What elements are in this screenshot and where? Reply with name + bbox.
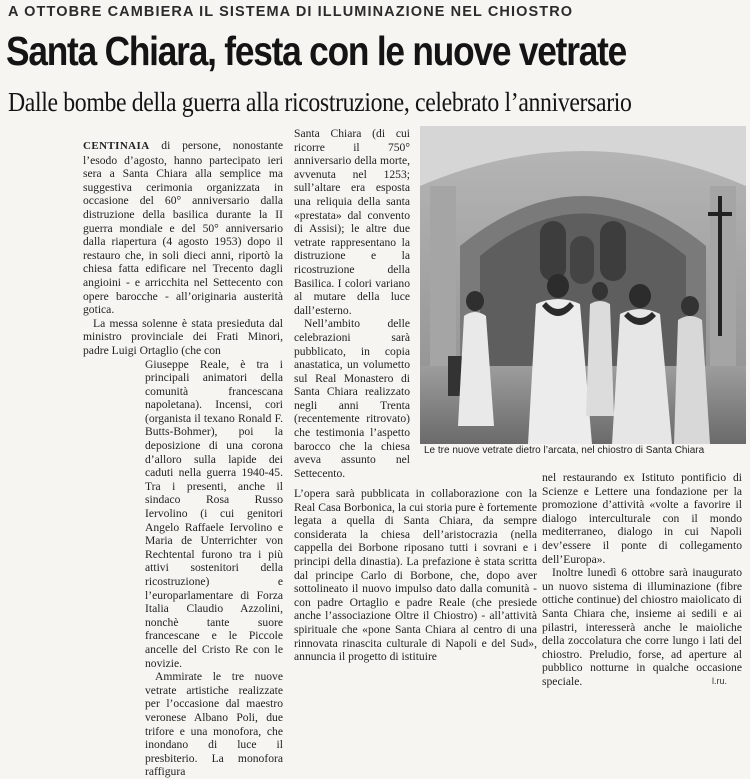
article-photo	[420, 126, 746, 444]
article-headline: Santa Chiara, festa con le nuove vetrate	[6, 28, 627, 74]
column-2-paragraph-1: Santa Chiara (di cui ricorre il 750° anniversario della morte, avvenuta nel 1253; sull’altare era esposta una reliquia della santa «prestata» dal convento di Assisi); le altre due vetrate rappresentano la distruzione e la ricostruzione della Basilica. I colori variano al mutare della luce dall’esterno.	[294, 127, 410, 317]
column-1-paragraph-3: Ammirate le tre nuove vetrate artistiche realizzate per l’occasione dal maestro veronese Albano Poli, due trifore e una monofora, che inondano di luce il presbiterio. La monofora raffigura	[145, 670, 283, 779]
article-subheadline: Dalle bombe della guerra alla ricostruzione, celebrato l’anniversario	[8, 87, 632, 117]
drop-cap-word: CENTINAIA	[83, 140, 150, 152]
column-2-paragraph-2: Nell’ambito delle celebrazioni sarà pubblicato, in copia anastatica, un volumetto sul Real Monastero di Santa Chiara realizzato negli anni Trenta (recentemente ritrovato) che testimonia l’aspetto barocco che la chiesa aveva assunto nel Settecento.	[294, 317, 410, 480]
column-1-paragraph-2: La messa solenne è stata presieduta dal ministro provinciale dei Frati Minori, padre Luigi Ortaglio (che con	[83, 316, 283, 357]
column-2b-paragraph-1: L’opera sarà pubblicata in collaborazione con la Real Casa Borbonica, la cui storia pure è fortemente legata a quella di Santa Chiara, da sempre considerata la chiesa dell’aristocrazia (nella cappella dei Borbone riposano tutti i sovrani e i principi della dinastia). La prefazione è stata scritta dal principe Carlo di Borbone, che, dopo aver sottolineato il nuovo impulso dato dalla comunità - con padre Ortaglio e padre Reale (che presiede anche l’associazione Oltre il Chiostro) - all’attività spirituale che «pone Santa Chiara al centro di una rinnovata rinascita culturale di Napoli e del Sud», annuncia il progetto di istituire	[294, 487, 537, 664]
cloister-ceremony-photo	[420, 126, 746, 444]
column-1-paragraph-2-continued: Giuseppe Reale, è tra i principali animatori della comunità francescana napoletana). Incensi, cori (organista il texano Ronald F. Butts-Bohmer), poi la deposizione di una corona d’alloro sulla lapide dei caduti nella guerra 1940-45. Tra i presenti, anche il sindaco Rosa Russo Iervolino (i cui genitori Angelo Raffaele Iervolino e Maria de Unterrichter von Rechtental furono tra i più attivi sostenitori della ricostruzione) e l’europarlamentare di Forza Italia Claudio Azzolini, nonchè tante suore francescane e le Piccole ancelle del Cristo Re con le novizie.	[145, 357, 283, 670]
column-3-paragraph-2: Inoltre lunedì 6 ottobre sarà inaugurato un nuovo sistema di illuminazione (fibre ottiche continue) del chiostro maiolicato di Santa Chiara che, insieme ai sedili e ai pilastri, interesserà anche le maioliche della zoccolatura che corre lungo i lati del chiostro. Preludio, forse, ad aperture al pubblico notturne in qualche occasione speciale.	[542, 566, 742, 688]
paragraph-text: di persone, nonostante l’esodo d’agosto, hanno partecipato ieri sera a Santa Chiara alla semplice ma suggestiva cerimonia organizzata in occasione del 60° anniversario dalla distruzione della basilica durante la II guerra mondiale e del 50° anniversario dalla riapertura (4 agosto 1953) dopo il restauro che, in soli dieci anni, riportò la chiesa fatta edificare nel Trecento dagli angioini - e arricchita nel Settecento con opere barocche - all’originaria austerità gotica.	[83, 139, 283, 317]
author-signature: l.ru.	[712, 676, 728, 686]
column-3-paragraph-1: nel restaurando ex Istituto pontificio di Scienze e Lettere una fondazione per la promozione d’attività «volte a favorire il dialogo interculturale con il mondo mediterraneo, dialogo in cui Napoli dev’essere il ponte di collegamento dell’Europa».	[542, 471, 742, 566]
article-column-1	[83, 139, 283, 779]
article-column-2-continued	[294, 487, 537, 689]
column-1-paragraph-1	[83, 139, 283, 317]
article-kicker: A OTTOBRE CAMBIERA IL SISTEMA DI ILLUMINAZIONE NEL CHIOSTRO	[8, 4, 574, 20]
photo-caption: Le tre nuove vetrate dietro l’arcata, nel chiostro di Santa Chiara	[424, 445, 705, 456]
article-column-2	[294, 127, 410, 487]
